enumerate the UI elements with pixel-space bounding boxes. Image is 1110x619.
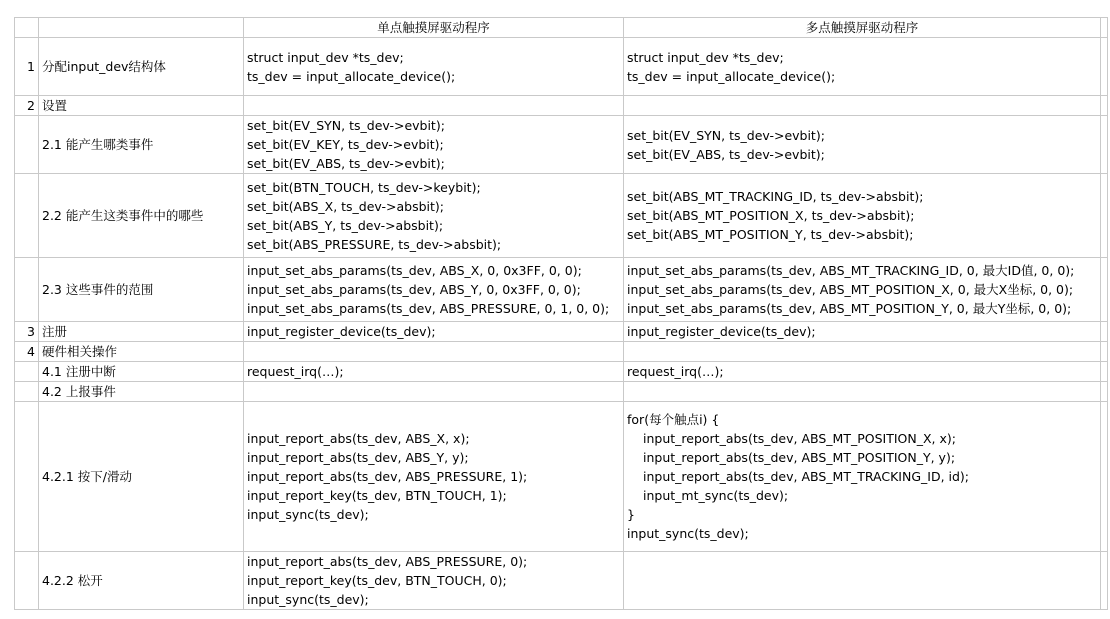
code-line: set_bit(ABS_X, ts_dev->absbit); <box>247 198 444 214</box>
code-line: input_report_key(ts_dev, BTN_TOUCH, 0); <box>247 573 507 588</box>
step-label-cell[interactable]: 2.1 能产生哪类事件 <box>39 116 244 174</box>
code-line: input_register_device(ts_dev); <box>627 324 816 339</box>
table-row <box>15 38 1108 96</box>
header-single-touch[interactable]: 单点触摸屏驱动程序 <box>244 18 624 38</box>
single-touch-code-cell[interactable] <box>244 96 624 116</box>
single-touch-code-cell[interactable] <box>244 402 624 552</box>
code-line: set_bit(EV_SYN, ts_dev->evbit); <box>247 118 445 133</box>
code-line: input_mt_sync(ts_dev); <box>643 488 789 503</box>
code-line: ts_dev = input_allocate_device(); <box>627 68 836 84</box>
single-touch-code-cell[interactable] <box>244 258 624 322</box>
single-touch-code-cell[interactable] <box>244 552 624 610</box>
table-row <box>15 342 1108 362</box>
code-line: input_set_abs_params(ts_dev, ABS_PRESSURE, 0, 1, 0, 0); <box>247 301 610 316</box>
single-touch-code-cell[interactable] <box>244 362 624 382</box>
table-row <box>15 382 1108 402</box>
code-line: input_sync(ts_dev); <box>627 526 749 541</box>
code-line: set_bit(ABS_PRESSURE, ts_dev->absbit); <box>247 236 502 252</box>
multi-touch-code-cell[interactable] <box>624 342 1101 362</box>
table-row <box>15 362 1108 382</box>
header-row <box>15 18 1108 38</box>
empty-cell[interactable] <box>1101 362 1108 382</box>
code-line: request_irq(…); <box>247 364 344 379</box>
empty-cell[interactable] <box>1101 18 1108 38</box>
step-label-cell[interactable]: 2.3 这些事件的范围 <box>39 258 244 322</box>
empty-cell[interactable] <box>1101 116 1108 174</box>
multi-touch-code-cell[interactable] <box>624 322 1101 342</box>
row-number-cell[interactable] <box>15 258 39 322</box>
code-line: input_report_abs(ts_dev, ABS_PRESSURE, 0); <box>247 554 528 569</box>
table-row <box>15 174 1108 258</box>
step-label-cell[interactable]: 设置 <box>39 96 244 116</box>
step-label-cell[interactable]: 2.2 能产生这类事件中的哪些 <box>39 174 244 258</box>
multi-touch-code-cell[interactable] <box>624 116 1101 174</box>
empty-cell[interactable] <box>1101 322 1108 342</box>
single-touch-code-cell[interactable] <box>244 322 624 342</box>
code-line: } <box>627 507 635 522</box>
table-row <box>15 96 1108 116</box>
code-line: input_set_abs_params(ts_dev, ABS_MT_POSITION_X, 0, 最大X坐标, 0, 0); <box>627 282 1074 297</box>
code-line: input_report_key(ts_dev, BTN_TOUCH, 1); <box>247 488 507 503</box>
multi-touch-code-cell[interactable] <box>624 552 1101 610</box>
code-line: input_report_abs(ts_dev, ABS_MT_POSITION_Y, y); <box>643 450 956 465</box>
empty-cell[interactable] <box>1101 552 1108 610</box>
code-line: input_report_abs(ts_dev, ABS_X, x); <box>247 431 470 446</box>
code-line: input_report_abs(ts_dev, ABS_Y, y); <box>247 450 469 465</box>
table-body <box>15 18 1108 610</box>
table-row <box>15 258 1108 322</box>
single-touch-code-cell[interactable] <box>244 382 624 402</box>
single-touch-code-cell[interactable] <box>244 174 624 258</box>
code-line: set_bit(EV_SYN, ts_dev->evbit); <box>627 127 825 143</box>
code-line: struct input_dev *ts_dev; <box>627 49 784 65</box>
spreadsheet <box>14 17 1108 610</box>
empty-cell[interactable] <box>1101 258 1108 322</box>
multi-touch-code-cell[interactable] <box>624 382 1101 402</box>
row-number-cell[interactable]: 4 <box>15 342 39 362</box>
step-label-cell[interactable]: 4.2.2 松开 <box>39 552 244 610</box>
step-label-cell[interactable]: 4.2 上报事件 <box>39 382 244 402</box>
step-label-cell[interactable]: 4.2.1 按下/滑动 <box>39 402 244 552</box>
empty-cell[interactable] <box>1101 174 1108 258</box>
multi-touch-code-cell[interactable] <box>624 96 1101 116</box>
multi-touch-code-cell[interactable] <box>624 362 1101 382</box>
row-number-cell[interactable] <box>15 552 39 610</box>
code-line: for(每个触点i) { <box>627 412 720 427</box>
code-line: set_bit(EV_KEY, ts_dev->evbit); <box>247 137 444 152</box>
code-line: input_set_abs_params(ts_dev, ABS_Y, 0, 0x3FF, 0, 0); <box>247 282 581 297</box>
step-label-cell[interactable]: 4.1 注册中断 <box>39 362 244 382</box>
row-number-cell[interactable]: 1 <box>15 38 39 96</box>
single-touch-code-cell[interactable] <box>244 116 624 174</box>
code-line: struct input_dev *ts_dev; <box>247 49 404 65</box>
multi-touch-code-cell[interactable] <box>624 402 1101 552</box>
code-line: input_sync(ts_dev); <box>247 507 369 522</box>
empty-cell[interactable] <box>1101 342 1108 362</box>
code-line: input_sync(ts_dev); <box>247 592 369 607</box>
empty-cell[interactable] <box>1101 38 1108 96</box>
row-number-cell[interactable] <box>15 116 39 174</box>
comparison-table <box>14 17 1108 610</box>
row-number-cell[interactable] <box>15 382 39 402</box>
table-row <box>15 552 1108 610</box>
step-label-cell[interactable]: 分配input_dev结构体 <box>39 38 244 96</box>
code-line: input_set_abs_params(ts_dev, ABS_MT_POSITION_Y, 0, 最大Y坐标, 0, 0); <box>627 301 1072 316</box>
code-line: input_report_abs(ts_dev, ABS_MT_TRACKING_ID, id); <box>643 469 970 484</box>
code-line: input_report_abs(ts_dev, ABS_PRESSURE, 1); <box>247 469 528 484</box>
code-line: ts_dev = input_allocate_device(); <box>247 68 456 84</box>
code-line: input_set_abs_params(ts_dev, ABS_MT_TRACKING_ID, 0, 最大ID值, 0, 0); <box>627 263 1075 278</box>
code-line: input_report_abs(ts_dev, ABS_MT_POSITION_X, x); <box>643 431 956 446</box>
code-line: input_register_device(ts_dev); <box>247 324 436 339</box>
row-number-cell[interactable] <box>15 402 39 552</box>
multi-touch-code-cell[interactable] <box>624 258 1101 322</box>
table-row <box>15 116 1108 174</box>
multi-touch-code-cell[interactable] <box>624 174 1101 258</box>
code-line: set_bit(EV_ABS, ts_dev->evbit); <box>247 156 445 171</box>
step-label-cell[interactable]: 硬件相关操作 <box>39 342 244 362</box>
header-label-cell[interactable] <box>39 18 244 38</box>
row-number-cell[interactable]: 2 <box>15 96 39 116</box>
single-touch-code-cell[interactable] <box>244 38 624 96</box>
code-line: request_irq(…); <box>627 364 724 379</box>
code-line: input_set_abs_params(ts_dev, ABS_X, 0, 0x3FF, 0, 0); <box>247 263 582 278</box>
code-line: set_bit(BTN_TOUCH, ts_dev->keybit); <box>247 179 481 195</box>
row-number-cell[interactable] <box>15 174 39 258</box>
code-line: set_bit(ABS_MT_POSITION_Y, ts_dev->absbit); <box>627 227 914 242</box>
empty-cell[interactable] <box>1101 382 1108 402</box>
row-number-cell[interactable] <box>15 362 39 382</box>
table-row <box>15 322 1108 342</box>
single-touch-code-cell[interactable] <box>244 342 624 362</box>
code-line: set_bit(EV_ABS, ts_dev->evbit); <box>627 146 825 162</box>
header-num-cell[interactable] <box>15 18 39 38</box>
step-label-cell[interactable]: 注册 <box>39 322 244 342</box>
header-multi-touch[interactable]: 多点触摸屏驱动程序 <box>624 18 1101 38</box>
code-line: set_bit(ABS_MT_TRACKING_ID, ts_dev->absbit); <box>627 189 924 204</box>
code-line: set_bit(ABS_MT_POSITION_X, ts_dev->absbit); <box>627 208 915 223</box>
table-row <box>15 402 1108 552</box>
empty-cell[interactable] <box>1101 96 1108 116</box>
code-line: set_bit(ABS_Y, ts_dev->absbit); <box>247 217 444 233</box>
empty-cell[interactable] <box>1101 402 1108 552</box>
row-number-cell[interactable]: 3 <box>15 322 39 342</box>
multi-touch-code-cell[interactable] <box>624 38 1101 96</box>
